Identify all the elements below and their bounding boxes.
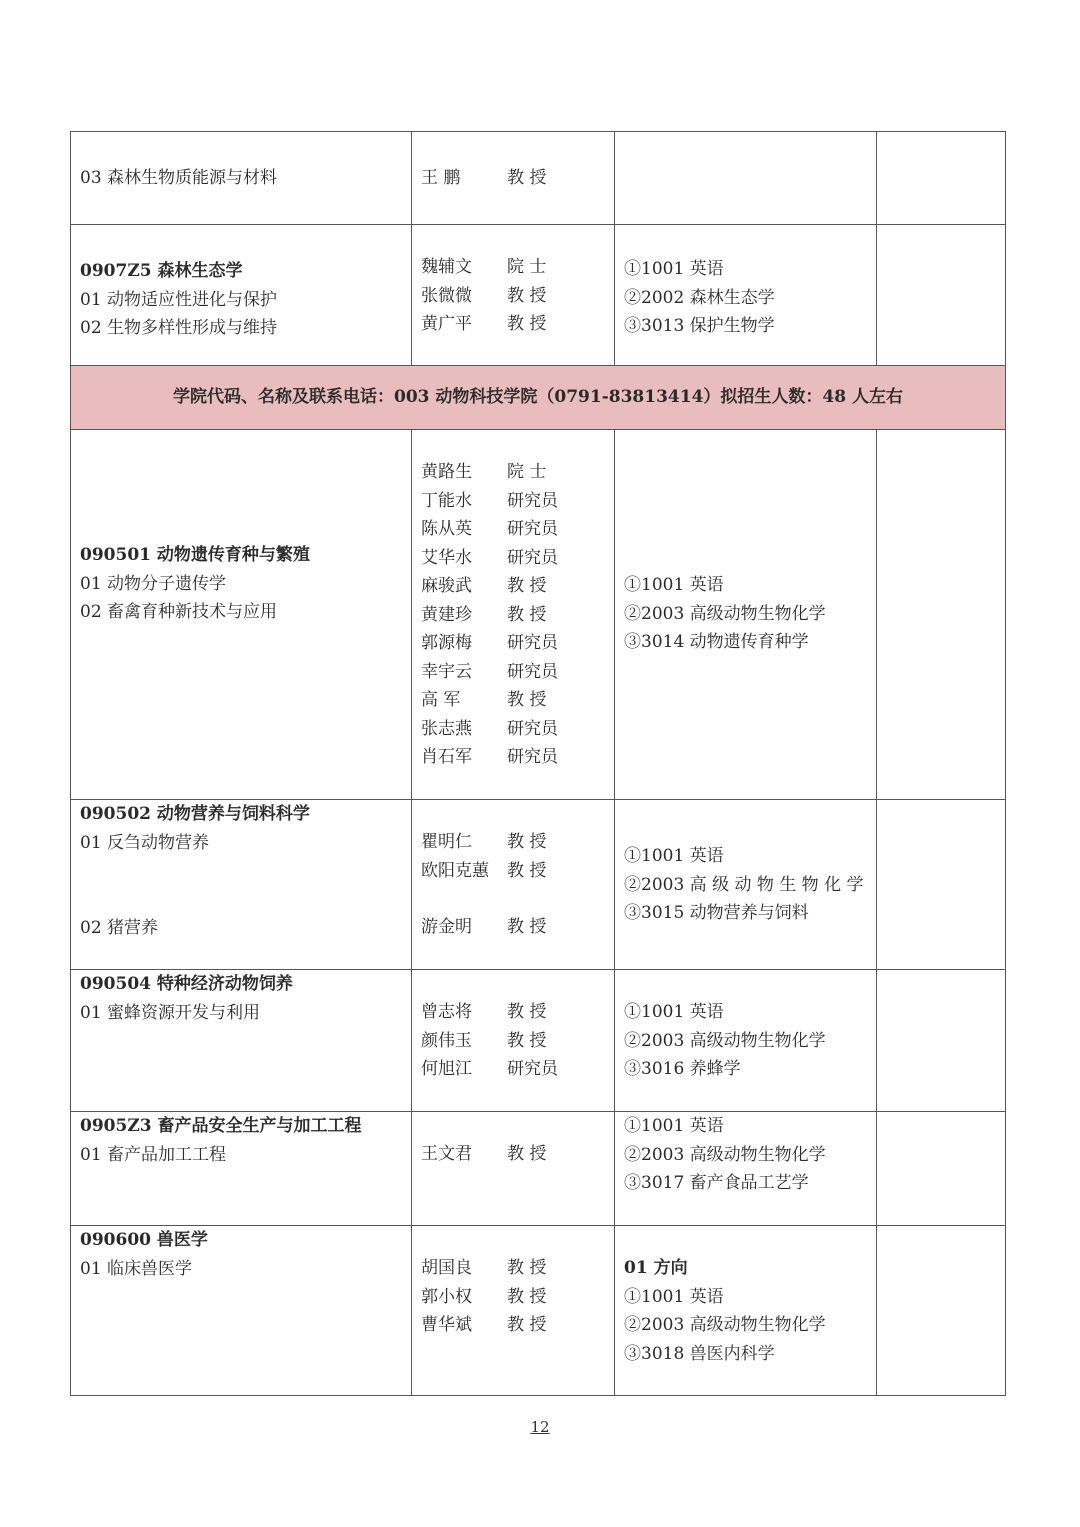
tutor-entry	[421, 1140, 614, 1169]
tutor-entry	[421, 686, 614, 715]
tutor-entry	[421, 828, 614, 857]
tutor-title: 研究员	[507, 547, 558, 568]
table-row	[71, 800, 1006, 970]
tutor-name: 何旭江	[421, 1059, 472, 1079]
tutor-name: 艾华水	[421, 547, 472, 568]
table-row	[71, 225, 1006, 366]
research-direction: 03 森林生物质能源与材料	[80, 168, 278, 188]
tutor-name: 张志燕	[421, 718, 472, 739]
research-direction: 01 畜产品加工工程	[80, 1144, 227, 1165]
table-row	[71, 430, 1006, 800]
tutor-title: 教 授	[507, 1315, 547, 1335]
tutor-name: 曹华斌	[421, 1315, 472, 1335]
tutor-entry	[421, 1055, 614, 1084]
tutor-name: 魏辅文	[421, 257, 472, 277]
tutor-name: 麻骏武	[421, 576, 472, 596]
tutor-entry	[421, 572, 614, 601]
exam-subject: ③3014 动物遗传育种学	[624, 632, 809, 652]
exam-subject: ③3013 保护生物学	[624, 316, 775, 336]
tutor-entry	[421, 629, 614, 658]
tutor-entry	[421, 1283, 614, 1312]
major-name: 090501 动物遗传育种与繁殖	[80, 545, 310, 565]
tutor-name: 王 鹏	[421, 168, 461, 188]
table-row	[71, 970, 1006, 1112]
tutor-name: 欧阳克蕙	[421, 860, 489, 881]
tutor-name: 黄广平	[421, 314, 472, 334]
tutor-name: 陈从英	[421, 519, 472, 539]
research-direction: 01 动物适应性进化与保护	[80, 289, 278, 310]
major-name: 090504 特种经济动物饲养	[80, 974, 293, 994]
exam-subject: ③3017 畜产食品工艺学	[624, 1173, 809, 1193]
tutor-title: 院 士	[507, 462, 547, 482]
research-direction: 02 猪营养	[80, 918, 159, 938]
tutor-entry	[421, 487, 614, 516]
tutor-entry	[421, 913, 614, 942]
research-direction: 01 蜜蜂资源开发与利用	[80, 1002, 261, 1023]
tutor-name: 幸宇云	[421, 661, 472, 682]
tutor-name: 王文君	[421, 1144, 472, 1164]
exam-subject: ①1001 英语	[624, 575, 724, 595]
tutor-title: 研究员	[507, 718, 558, 739]
tutor-entry	[421, 601, 614, 630]
tutor-name: 游金明	[421, 917, 472, 937]
tutor-name: 曾志将	[421, 1002, 472, 1022]
exam-subject: ①1001 英语	[624, 259, 724, 279]
tutor-title: 研究员	[507, 1059, 558, 1079]
exam-subject: ①1001 英语	[624, 1002, 724, 1022]
table-row	[71, 1112, 1006, 1226]
college-info: 学院代码、名称及联系电话：003 动物科技学院（0791-83813414）拟招生人数：48 人左右	[71, 366, 1006, 430]
exam-subject: ③3015 动物营养与饲料	[624, 903, 809, 923]
tutor-title: 教 授	[507, 1286, 547, 1307]
tutor-title: 教 授	[507, 832, 547, 852]
tutor-entry	[421, 1311, 614, 1340]
tutor-title: 教 授	[507, 285, 547, 306]
exam-subject: ②2003 高级动物生物化学	[624, 603, 826, 624]
tutor-title: 教 授	[507, 690, 547, 710]
tutor-entry	[421, 310, 614, 339]
research-direction: 02 生物多样性形成与维持	[80, 318, 278, 338]
tutor-entry	[421, 1027, 614, 1056]
tutor-entry	[421, 743, 614, 772]
tutor-title: 教 授	[507, 1258, 547, 1278]
table-row	[71, 1226, 1006, 1396]
exam-subject: ①1001 英语	[624, 1286, 724, 1307]
tutor-name: 胡国良	[421, 1258, 472, 1278]
exam-subject: ①1001 英语	[624, 846, 724, 866]
tutor-name: 张微微	[421, 285, 472, 306]
tutor-title: 教 授	[507, 1030, 547, 1051]
major-name: 090600 兽医学	[80, 1230, 208, 1250]
tutor-title: 教 授	[507, 314, 547, 334]
tutor-name: 肖石军	[421, 747, 472, 767]
tutor-title: 研究员	[507, 747, 558, 767]
tutor-title: 教 授	[507, 168, 547, 188]
exam-subject: ②2002 森林生态学	[624, 287, 775, 308]
table-row	[71, 132, 1006, 225]
major-name: 090502 动物营养与饲料科学	[80, 804, 310, 824]
tutor-title: 研究员	[507, 490, 558, 511]
tutor-name: 高 军	[421, 690, 461, 710]
tutor-entry	[421, 1254, 614, 1283]
tutor-title: 教 授	[507, 917, 547, 937]
research-direction: 01 反刍动物营养	[80, 832, 210, 853]
exam-subject: ③3016 养蜂学	[624, 1059, 741, 1079]
tutor-title: 教 授	[507, 1144, 547, 1164]
tutor-title: 教 授	[507, 576, 547, 596]
exam-subject: ③3018 兽医内科学	[624, 1343, 775, 1364]
tutor-title: 研究员	[507, 519, 558, 539]
tutor-title: 教 授	[507, 1002, 547, 1022]
major-name: 0907Z5 森林生态学	[80, 261, 243, 281]
research-direction: 02 畜禽育种新技术与应用	[80, 602, 278, 622]
tutor-entry	[421, 164, 614, 193]
tutor-title: 研究员	[507, 633, 558, 653]
tutor-entry	[421, 857, 614, 886]
tutor-name: 颜伟玉	[421, 1030, 472, 1051]
major-name: 0905Z3 畜产品安全生产与加工工程	[80, 1116, 362, 1136]
tutor-name: 黄路生	[421, 462, 472, 482]
tutor-entry	[421, 715, 614, 744]
research-direction: 01 临床兽医学	[80, 1258, 193, 1279]
tutor-name: 瞿明仁	[421, 832, 472, 852]
enrollment-table	[70, 131, 1006, 1396]
tutor-entry	[421, 515, 614, 544]
tutor-title: 教 授	[507, 860, 547, 881]
exam-subject: ②2003 高级动物生物化学	[624, 1144, 826, 1165]
exam-subject: ①1001 英语	[624, 1116, 724, 1136]
page-number: 12	[530, 1418, 550, 1436]
tutor-entry	[421, 458, 614, 487]
tutor-entry	[421, 282, 614, 311]
tutor-entry	[421, 253, 614, 282]
tutor-name: 丁能水	[421, 490, 472, 511]
tutor-name: 郭源梅	[421, 633, 472, 653]
tutor-entry	[421, 544, 614, 573]
exam-subject: ②2003 高级动物生物化学	[624, 1315, 826, 1335]
tutor-title: 教 授	[507, 604, 547, 625]
exam-direction-heading: 01 方向	[624, 1258, 688, 1278]
tutor-name: 黄建珍	[421, 604, 472, 625]
research-direction: 01 动物分子遗传学	[80, 573, 227, 594]
tutor-title: 院 士	[507, 257, 547, 277]
exam-subject: ②2003 高级动物生物化学	[624, 1030, 826, 1051]
exam-subject: ②2003 高 级 动 物 生 物 化 学	[624, 874, 864, 895]
tutor-entry	[421, 658, 614, 687]
college-header-row	[71, 366, 1006, 430]
tutor-title: 研究员	[507, 661, 558, 682]
tutor-name: 郭小权	[421, 1286, 472, 1307]
tutor-entry	[421, 998, 614, 1027]
